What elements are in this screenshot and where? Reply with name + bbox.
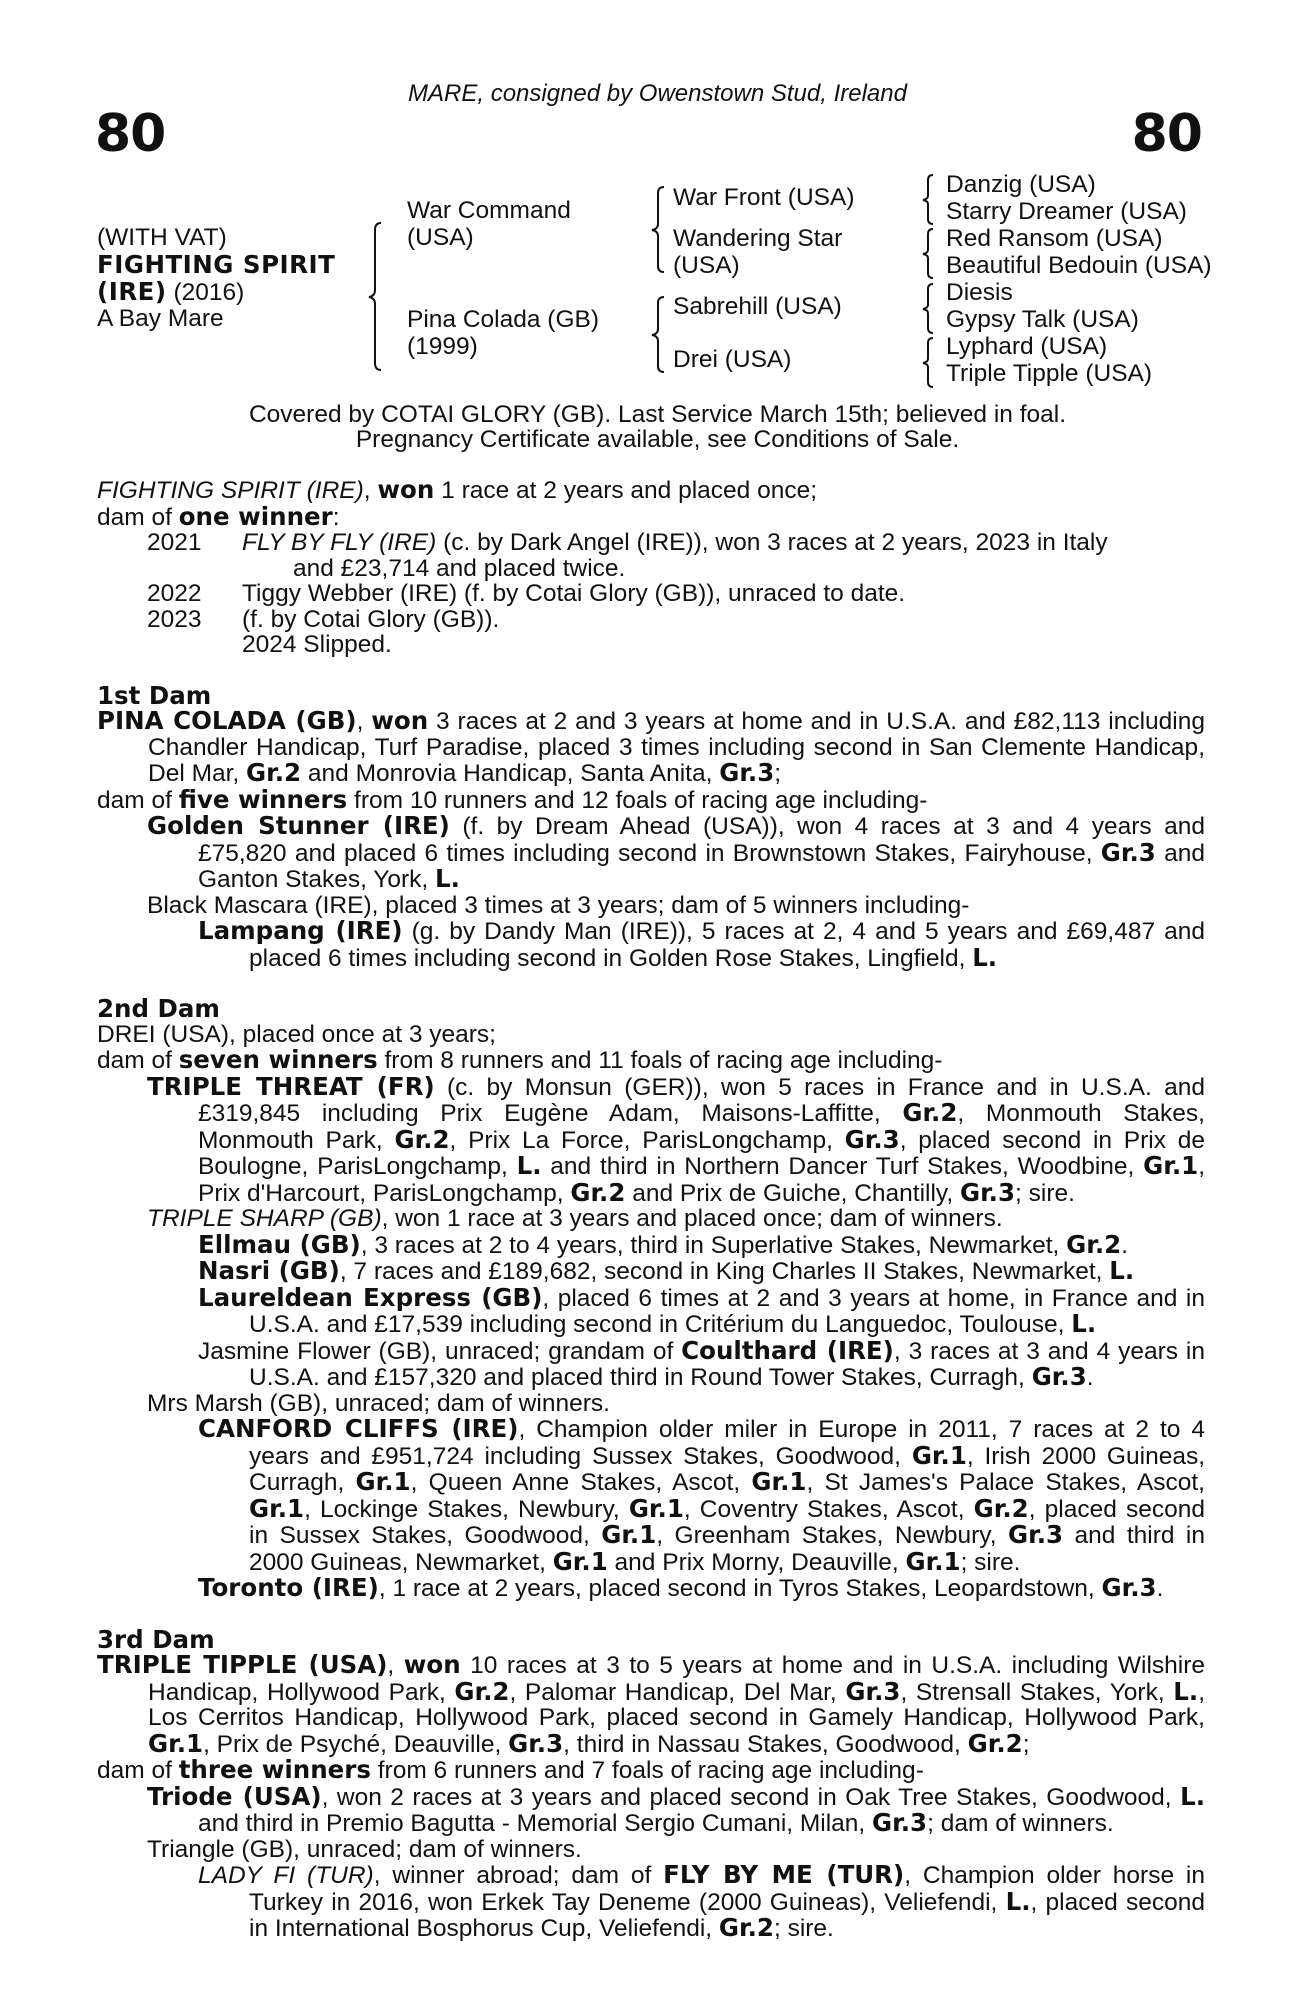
sire-line-bracket	[650, 186, 670, 274]
horse-description: A Bay Mare	[97, 305, 224, 332]
third-dam-record: TRIPLE TIPPLE (USA), won 10 races at 3 to 5 years at home and in U.S.A. including Wilshire Handicap, Hollywood Park, Gr.2, Palomar Handicap, Del Mar, Gr.3, Strensall Stakes, York, L., Los Cerritos Handicap, Hollywood Park, placed second in Gamely Handicap, Hollywood Park, Gr.1, Prix de Psyché, Deauville, Gr.3, third in Nassau Stakes, Goodwood, Gr.2;	[97, 1650, 1205, 1758]
produce-entry: Toronto (IRE), 1 race at 2 years, placed second in Tyros Stakes, Leopardstown, Gr.3.	[198, 1573, 1164, 1602]
progeny-year: 2022	[147, 580, 202, 607]
first-dam-produce: dam of five winners from 10 runners and 12 foals of racing age including-	[97, 784, 928, 814]
produce-entry: Black Mascara (IRE), placed 3 times at 3 years; dam of 5 winners including-	[147, 891, 970, 919]
covered-line-2: Pregnancy Certificate available, see Conditions of Sale.	[355, 426, 960, 453]
lot-number-left: 80	[95, 104, 166, 164]
produce-entry: Laureldean Express (GB), placed 6 times at 2 and 3 years at home, in France and in U.S.A. and £17,539 including second in Critérium du Languedoc, Toulouse, L.	[198, 1282, 1205, 1338]
produce-entry: Nasri (GB), 7 races and £189,682, second in King Charles II Stakes, Newmarket, L.	[198, 1256, 1135, 1285]
maternal-grandsire: Sabrehill (USA)	[673, 293, 842, 320]
horse-year: (2016)	[173, 279, 245, 306]
horse-country: (IRE)	[97, 277, 167, 306]
great-grandparent-3: Red Ransom (USA)	[946, 225, 1163, 252]
great-grandparent-8: Triple Tipple (USA)	[946, 360, 1153, 387]
maternal-granddam: Drei (USA)	[673, 346, 792, 373]
produce-entry: Mrs Marsh (GB), unraced; dam of winners.	[147, 1389, 610, 1417]
first-dam-record: PINA COLADA (GB), won 3 races at 2 and 3 years at home and in U.S.A. and £82,113 including Chandler Handicap, Turf Paradise, placed 3 times including second in San Clemente Handicap, Del Mar, Gr.2 and Monrovia Handicap, Santa Anita, Gr.3;	[97, 706, 1205, 787]
produce-entry: Lampang (IRE) (g. by Dandy Man (IRE)), 5 races at 2, 4 and 5 years and £69,487 and placed 6 times including second in Golden Rose Stakes, Lingfield, L.	[198, 916, 1205, 972]
paternal-grandsire: War Front (USA)	[673, 184, 855, 211]
progeny-row: 2021 FLY BY FLY (IRE) (c. by Dark Angel (IRE)), won 3 races at 2 years, 2023 in Italy and £23,714 and placed twice.	[97, 530, 1205, 581]
produce-entry: Ellmau (GB), 3 races at 2 to 4 years, third in Superlative Stakes, Newmarket, Gr.2.	[198, 1229, 1128, 1259]
third-dam-produce: dam of three winners from 6 runners and 7 foals of racing age including-	[97, 1755, 924, 1784]
covered-note	[0, 402, 1315, 452]
progeny-year: 2021	[147, 529, 202, 556]
paternal-granddam: Wandering Star	[673, 225, 843, 252]
produce-entry: Triode (USA), won 2 races at 3 years and placed second in Oak Tree Stakes, Goodwood, L. and third in Premio Bagutta - Memorial Sergio Cumani, Milan, Gr.3; dam of winners.	[147, 1781, 1205, 1837]
produce-entry: TRIPLE SHARP (GB), won 1 race at 3 years and placed once; dam of winners.	[147, 1205, 1003, 1232]
great-grandparent-7: Lyphard (USA)	[946, 333, 1108, 360]
gg-bracket-4	[921, 337, 937, 389]
gg-bracket-3	[921, 283, 937, 335]
intro-race-record: FIGHTING SPIRIT (IRE), won 1 race at 2 years and placed once;	[97, 475, 818, 504]
first-dam-heading: 1st Dam	[97, 680, 212, 710]
great-grandparent-5: Diesis	[946, 279, 1013, 306]
produce-entry: CANFORD CLIFFS (IRE), Champion older miler in Europe in 2011, 7 races at 2 to 4 years and £951,724 including Sussex Stakes, Goodwood, Gr.1, Irish 2000 Guineas, Curragh, Gr.1, Queen Anne Stakes, Ascot, Gr.1, St James's Palace Stakes, Ascot, Gr.1, Lockinge Stakes, Newbury, Gr.1, Coventry Stakes, Ascot, Gr.2, placed second in Sussex Stakes, Goodwood, Gr.1, Greenham Stakes, Newbury, Gr.3 and third in 2000 Guineas, Newmarket, Gr.1 and Prix Morny, Deauville, Gr.1; sire.	[198, 1414, 1206, 1576]
catalogue-body	[97, 477, 1205, 1942]
dam-line-bracket	[650, 296, 670, 374]
second-dam-produce: dam of seven winners from 8 runners and 11 foals of racing age including-	[97, 1045, 943, 1074]
produce-entry: LADY FI (TUR), winner abroad; dam of FLY BY ME (TUR), Champion older horse in Turkey in 2016, won Erkek Tay Deneme (2000 Guineas), Veliefendi, L., placed second in International Bosphorus Cup, Veliefendi, Gr.2; sire.	[198, 1860, 1205, 1942]
produce-entry: Jasmine Flower (GB), unraced; grandam of Coulthard (IRE), 3 races at 3 and 4 years in U.S.A. and £157,320 and placed third in Round Tower Stakes, Curragh, Gr.3.	[198, 1335, 1205, 1391]
great-grandparent-1: Danzig (USA)	[946, 171, 1096, 198]
covered-line-1: Covered by COTAI GLORY (GB). Last Service March 15th; believed in foal.	[248, 401, 1067, 428]
progeny-year: 2023	[147, 605, 202, 633]
progeny-row: 2023 (f. by Cotai Glory (GB)). 2024 Slipped.	[97, 607, 1205, 658]
great-grandparent-2: Starry Dreamer (USA)	[946, 198, 1187, 225]
progeny-row: 2022 Tiggy Webber (IRE) (f. by Cotai Glory (GB)), unraced to date.	[97, 581, 1205, 607]
horse-name-country-year	[97, 278, 244, 306]
second-dam-record: DREI (USA), placed once at 3 years;	[97, 1020, 496, 1048]
gg-bracket-2	[921, 228, 937, 280]
third-dam-heading: 3rd Dam	[97, 1624, 215, 1654]
vat-note: (WITH VAT)	[97, 224, 227, 251]
intro-dam-of: dam of one winner:	[97, 501, 340, 531]
consignment-header: MARE, consigned by Owenstown Stud, Ireland	[408, 80, 907, 107]
paternal-granddam-country: (USA)	[673, 252, 740, 279]
gg-bracket-1	[921, 174, 937, 226]
produce-entry: Triangle (GB), unraced; dam of winners.	[147, 1835, 582, 1863]
great-grandparent-6: Gypsy Talk (USA)	[946, 306, 1139, 333]
pedigree-main-bracket	[367, 222, 387, 372]
dam-year: (1999)	[407, 333, 478, 360]
sire-name: War Command	[407, 197, 571, 224]
sire-country: (USA)	[407, 224, 474, 251]
second-dam-heading: 2nd Dam	[97, 994, 220, 1023]
dam-name: Pina Colada (GB)	[407, 306, 600, 333]
produce-entry: TRIPLE THREAT (FR) (c. by Monsun (GER)), won 5 races in France and in U.S.A. and £319,845 including Prix Eugène Adam, Maisons-Laffitte, Gr.2, Monmouth Stakes, Monmouth Park, Gr.2, Prix La Force, ParisLongchamp, Gr.3, placed second in Prix de Boulogne, ParisLongchamp, L. and third in Northern Dancer Turf Stakes, Woodbine, Gr.1, Prix d'Harcourt, ParisLongchamp, Gr.2 and Prix de Guiche, Chantilly, Gr.3; sire.	[147, 1071, 1206, 1207]
great-grandparent-4: Beautiful Bedouin (USA)	[946, 252, 1212, 279]
produce-entry: Golden Stunner (IRE) (f. by Dream Ahead (USA)), won 4 races at 3 and 4 years and £75,820 and placed 6 times including second in Brownstown Stakes, Fairyhouse, Gr.3 and Ganton Stakes, York, L.	[147, 811, 1205, 893]
horse-name: FIGHTING SPIRIT	[97, 250, 336, 279]
lot-number-right: 80	[1131, 104, 1202, 164]
